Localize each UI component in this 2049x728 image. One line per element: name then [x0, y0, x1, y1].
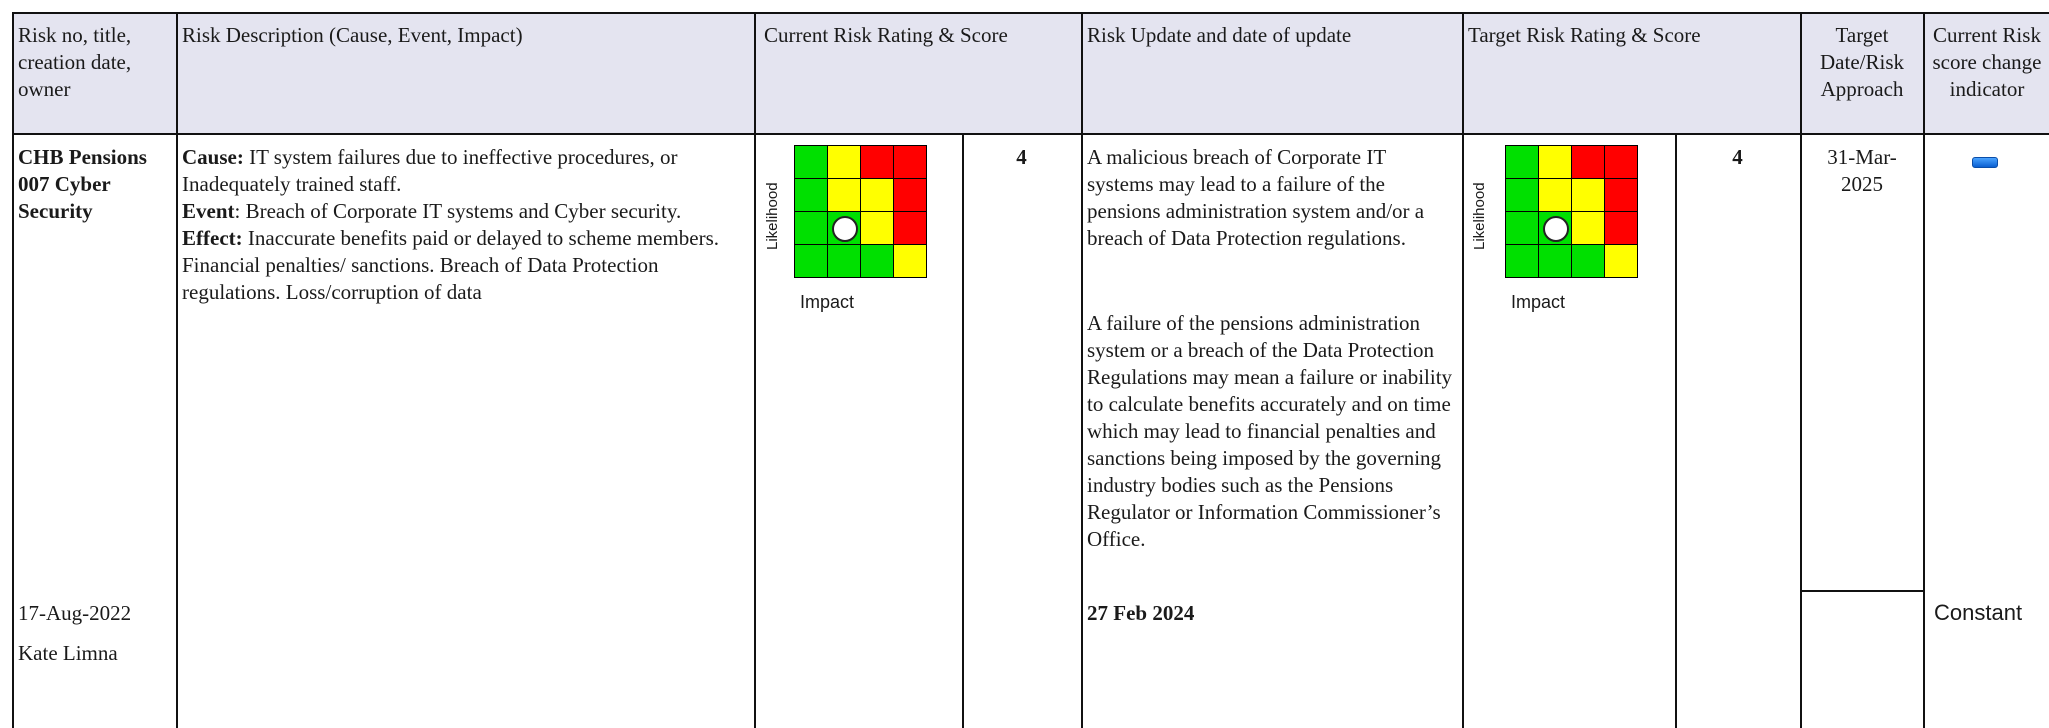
- matrix-cell-1-3: [894, 179, 926, 211]
- col-border-1: [176, 12, 178, 728]
- matrix-cell-0-2: [861, 146, 893, 178]
- current-risk-marker: [832, 216, 858, 242]
- col-border-5: [1800, 12, 1802, 728]
- matrix-cell-3-0: [795, 245, 827, 277]
- risk-title: CHB Pensions 007 Cyber Security: [18, 145, 147, 223]
- header-description: Risk Description (Cause, Event, Impact): [182, 23, 523, 47]
- matrix-cell-1-1: [828, 179, 860, 211]
- matrix-cell-0-1: [1539, 146, 1571, 178]
- col-border-4: [1462, 12, 1464, 728]
- cause-label: Cause:: [182, 145, 244, 169]
- matrix-cell-3-3: [1605, 245, 1637, 277]
- header-update: Risk Update and date of update: [1087, 23, 1352, 47]
- matrix-cell-3-3: [894, 245, 926, 277]
- current-likelihood-label: Likelihood: [764, 182, 781, 250]
- risk-owner: Kate Limna: [18, 641, 118, 665]
- header-current-rating: Current Risk Rating & Score: [764, 23, 1008, 47]
- matrix-cell-2-0: [795, 212, 827, 244]
- update-date: 27 Feb 2024: [1087, 601, 1195, 625]
- matrix-cell-0-0: [1506, 146, 1538, 178]
- matrix-cell-2-3: [894, 212, 926, 244]
- header-risk-no: Risk no, title, creation date, owner: [18, 23, 132, 101]
- matrix-cell-2-3: [1605, 212, 1637, 244]
- matrix-cell-1-2: [861, 179, 893, 211]
- current-score: 4: [1016, 145, 1027, 169]
- matrix-cell-3-1: [828, 245, 860, 277]
- update-paragraph-2: A failure of the pensions administration system or a breach of the Data Protection Regulations may mean a failure or inability to calculate benefits accurately and on time which may lead to financial penalties and sanctions being imposed by the governing industry bodies such as the Pensions Regulator or Information Commissioner’s Office.: [1087, 311, 1453, 551]
- top-border: [12, 12, 2049, 14]
- risk-description: [182, 144, 748, 306]
- matrix-cell-2-2: [861, 212, 893, 244]
- header-target-rating: Target Risk Rating & Score: [1468, 23, 1701, 47]
- matrix-cell-2-0: [1506, 212, 1538, 244]
- header-change-indicator: Current Risk score change indicator: [1932, 23, 2042, 101]
- event-label: Event: [182, 199, 235, 223]
- target-date-split: [1800, 590, 1923, 592]
- col-border-4b: [1675, 133, 1677, 728]
- matrix-cell-1-0: [795, 179, 827, 211]
- change-indicator-text: Constant: [1934, 600, 2023, 625]
- matrix-cell-3-0: [1506, 245, 1538, 277]
- matrix-cell-0-3: [1605, 146, 1637, 178]
- current-impact-label: Impact: [800, 292, 855, 312]
- matrix-cell-1-1: [1539, 179, 1571, 211]
- change-indicator-icon: [1972, 157, 1998, 168]
- effect-label: Effect:: [182, 226, 243, 250]
- matrix-cell-3-2: [861, 245, 893, 277]
- effect-text: Inaccurate benefits paid or delayed to scheme members. Financial penalties/ sanctions. Breach of Data Protection regulations. Loss/corruption of data: [182, 226, 720, 304]
- target-risk-marker: [1543, 216, 1569, 242]
- target-impact-label: Impact: [1511, 292, 1566, 312]
- col-border-6: [1923, 12, 1925, 728]
- matrix-cell-0-0: [795, 146, 827, 178]
- target-likelihood-label: Likelihood: [1471, 182, 1488, 250]
- matrix-cell-0-3: [894, 146, 926, 178]
- matrix-cell-1-2: [1572, 179, 1604, 211]
- matrix-cell-0-2: [1572, 146, 1604, 178]
- update-paragraph-1: A malicious breach of Corporate IT systems may lead to a failure of the pensions administration system and/or a breach of Data Protection regulations.: [1087, 145, 1425, 250]
- header-target-date: Target Date/Risk Approach: [1820, 23, 1904, 101]
- matrix-cell-3-1: [1539, 245, 1571, 277]
- matrix-cell-3-2: [1572, 245, 1604, 277]
- col-border-3: [1081, 12, 1083, 728]
- matrix-cell-1-3: [1605, 179, 1637, 211]
- header-divider: [12, 133, 2049, 135]
- event-text: : Breach of Corporate IT systems and Cyber security.: [234, 199, 682, 223]
- cause-text: IT system failures due to ineffective procedures, or Inadequately trained staff.: [182, 145, 678, 196]
- col-border-2: [754, 12, 756, 728]
- current-risk-matrix: [794, 145, 927, 278]
- target-date: 31-Mar-2025: [1827, 145, 1897, 196]
- col-border-2b: [962, 133, 964, 728]
- risk-register-table: [12, 12, 2049, 728]
- matrix-cell-2-2: [1572, 212, 1604, 244]
- target-risk-matrix: [1505, 145, 1638, 278]
- matrix-cell-0-1: [828, 146, 860, 178]
- col-border-0: [12, 12, 14, 728]
- risk-created-date: 17-Aug-2022: [18, 601, 132, 625]
- matrix-cell-1-0: [1506, 179, 1538, 211]
- target-score: 4: [1732, 145, 1743, 169]
